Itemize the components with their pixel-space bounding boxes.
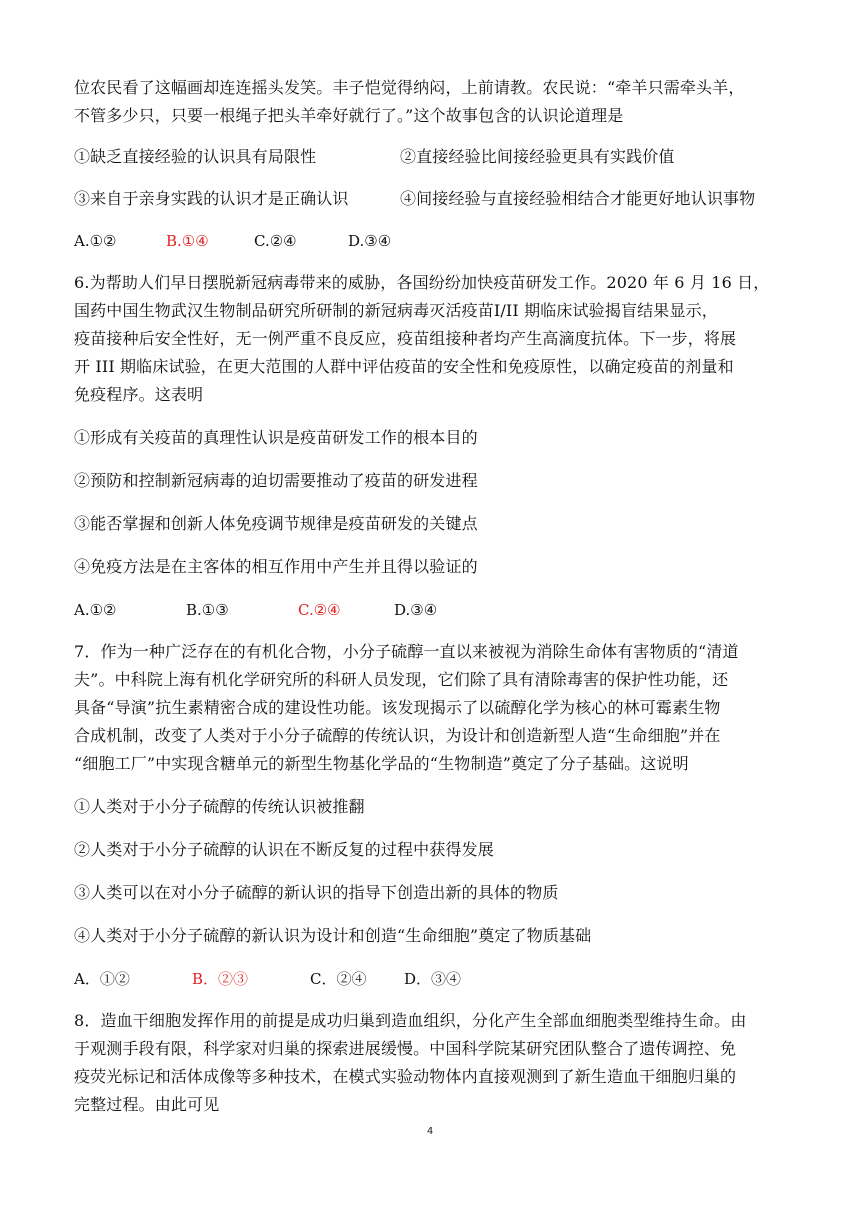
q7-statement-3: ③人类可以在对小分子硫醇的新认识的指导下创造出新的具体的物质 [74, 883, 559, 902]
q6-option-d: D.③④ [394, 601, 438, 619]
q7-statement-1: ①人类对于小分子硫醇的传统认识被推翻 [74, 797, 365, 816]
q6-statement-4: ④免疫方法是在主客体的相互作用中产生并且得以验证的 [74, 557, 478, 576]
q7-stem-line-2: 夫”。中科院上海有机化学研究所的科研人员发现，它们除了具有清除毒害的保护性功能，还 [74, 670, 729, 689]
q7-statement-2: ②人类对于小分子硫醇的认识在不断反复的过程中获得发展 [74, 840, 494, 859]
q5-statement-row-2 [74, 188, 790, 210]
q8-stem-line-4: 完整过程。由此可见 [74, 1095, 220, 1114]
q6-stem-line-1: 6.为帮助人们早日摆脱新冠病毒带来的威胁，各国纷纷加快疫苗研发工作。2020 年 6 月 16 日， [74, 273, 770, 292]
q6-statement-2: ②预防和控制新冠病毒的迫切需要推动了疫苗的研发进程 [74, 471, 478, 490]
q5-statement-2: ②直接经验比间接经验更具有实践价值 [400, 147, 675, 166]
q5-statement-4: ④间接经验与直接经验相结合才能更好地认识事物 [400, 189, 756, 208]
q5-option-a: A.①② [74, 232, 117, 250]
q8-stem-line-2: 于观测手段有限，科学家对归巢的探索进展缓慢。中国科学院某研究团队整合了遗传调控、免 [74, 1039, 737, 1058]
q5-stem-line-1: 位农民看了这幅画却连连摇头发笑。丰子恺觉得纳闷，上前请教。农民说：“牵羊只需牵头羊， [74, 78, 745, 97]
q6-stem-line-4: 开 III 期临床试验，在更大范围的人群中评估疫苗的安全性和免疫原性，以确定疫苗的剂量和 [74, 357, 734, 376]
q7-stem-line-4: 合成机制，改变了人类对于小分子硫醇的传统认识，为设计和创造新型人造“生命细胞”并在 [74, 726, 721, 745]
q5-option-c: C.②④ [254, 232, 297, 250]
q5-statement-row-1 [74, 146, 790, 168]
q7-stem-line-1: 7．作为一种广泛存在的有机化合物，小分子硫醇一直以来被视为消除生命体有害物质的“清道 [74, 642, 739, 661]
page-number: 4 [426, 1126, 434, 1137]
q6-statement-1: ①形成有关疫苗的真理性认识是疫苗研发工作的根本目的 [74, 428, 478, 447]
q6-option-c-answer: C.②④ [298, 601, 341, 619]
q6-stem-line-5: 免疫程序。这表明 [74, 385, 204, 404]
q6-statement-3: ③能否掌握和创新人体免疫调节规律是疫苗研发的关键点 [74, 514, 478, 533]
q5-statement-1: ①缺乏直接经验的认识具有局限性 [74, 147, 317, 166]
q5-option-d: D.③④ [348, 232, 392, 250]
q6-stem-line-2: 国药中国生物武汉生物制品研究所研制的新冠病毒灭活疫苗Ⅰ/II 期临床试验揭盲结果显示， [74, 301, 718, 320]
q5-option-b-answer: B.①④ [166, 232, 209, 250]
q7-option-a: A．①② [74, 970, 130, 988]
q6-option-a: A.①② [74, 601, 117, 619]
q7-option-c: C．②④ [310, 970, 367, 988]
q7-stem-line-3: 具备“导演”抗生素精密合成的建设性功能。该发现揭示了以硫醇化学为核心的林可霉素生物 [74, 698, 721, 717]
q7-option-d: D．③④ [404, 970, 462, 988]
q7-statement-4: ④人类对于小分子硫醇的新认识为设计和创造“生命细胞”奠定了物质基础 [74, 926, 592, 945]
q8-stem-line-3: 疫荧光标记和活体成像等多种技术，在模式实验动物体内直接观测到了新生造血干细胞归巢的 [74, 1067, 737, 1086]
q6-stem-line-3: 疫苗接种后安全性好，无一例严重不良反应，疫苗组接种者均产生高滴度抗体。下一步，将展 [74, 329, 737, 348]
q7-stem-line-5: “细胞工厂”中实现含糖单元的新型生物基化学品的“生物制造”奠定了分子基础。这说明 [74, 754, 689, 773]
q7-option-b-answer: B．②③ [192, 970, 249, 988]
q5-stem-line-2: 不管多少只，只要一根绳子把头羊牵好就行了。”这个故事包含的认识论道理是 [74, 106, 624, 125]
q6-option-b: B.①③ [186, 601, 229, 619]
q8-stem-line-1: 8．造血干细胞发挥作用的前提是成功归巢到造血组织，分化产生全部血细胞类型维持生命。由 [74, 1011, 747, 1030]
q5-statement-3: ③来自于亲身实践的认识才是正确认识 [74, 189, 349, 208]
